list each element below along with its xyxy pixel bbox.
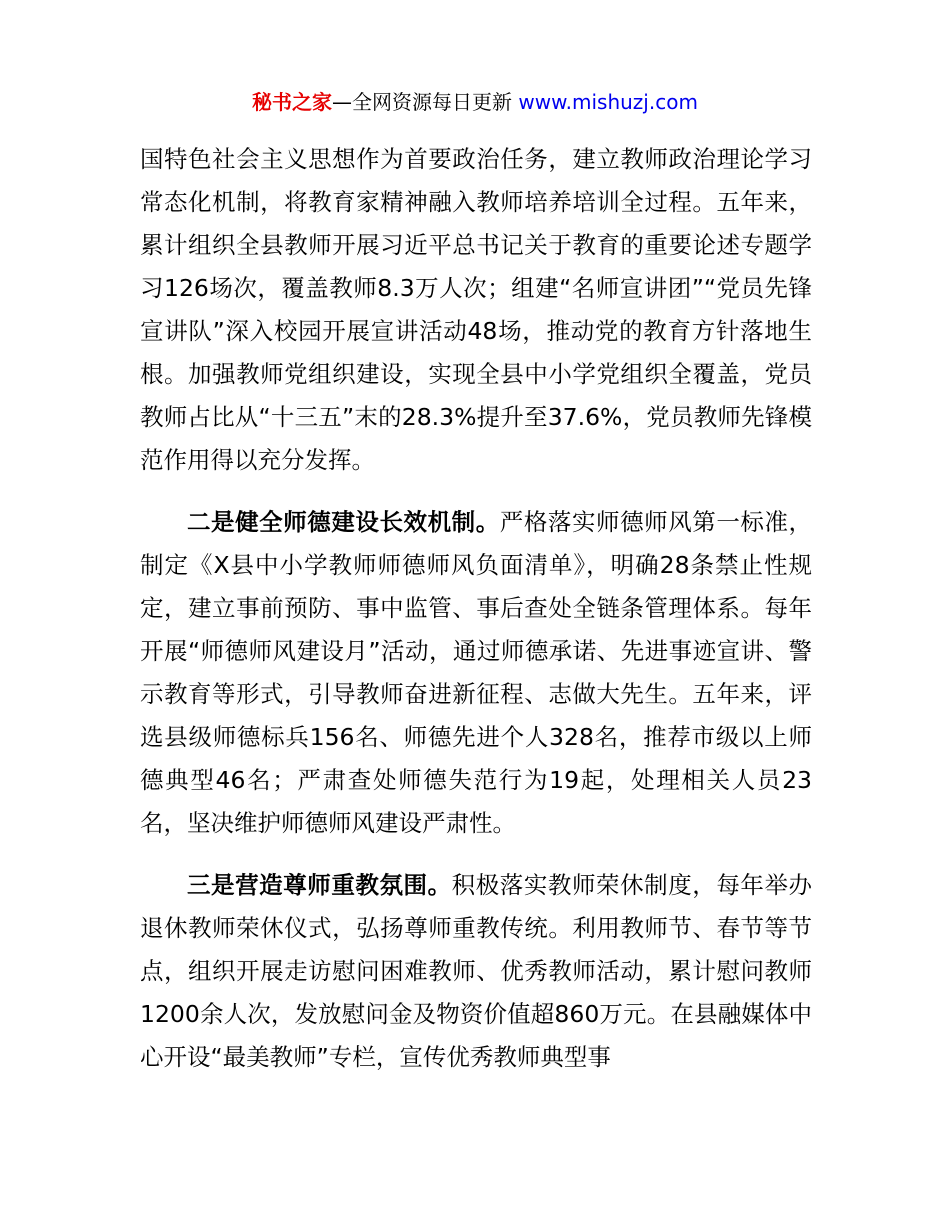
brand-name: 秘书之家: [252, 90, 333, 114]
paragraph-text: 严格落实师德师风第一标准，制定《X县中小学教师师德师风负面清单》，明确28条禁止性规定，建立事前预防、事中监管、事后查处全链条管理体系。每年开展“师德师风建设月”活动，通过师德承诺、先进事迹宣讲、警示教育等形式，引导教师奋进新征程、志做大先生。五年来，评选县级师德标兵156名、师德先进个人328名，推荐市级以上师德典型46名；严肃查处师德失范行为19起，处理相关人员23名，坚决维护师德师风建设严肃性。: [140, 508, 813, 837]
paragraph-continued: [140, 138, 812, 482]
paragraph-text: 国特色社会主义思想作为首要政治任务，建立教师政治理论学习常态化机制，将教育家精神融入教师培养培训全过程。五年来，累计组织全县教师开展习近平总书记关于教育的重要论述专题学习126场次，覆盖教师8.3万人次；组建“名师宣讲团”“党员先锋宣讲队”深入校园开展宣讲活动48场，推动党的教育方针落地生根。加强教师党组织建设，实现全县中小学党组织全覆盖，党员教师占比从“十三五”末的28.3%提升至37.6%，党员教师先锋模范作用得以充分发挥。: [140, 145, 812, 474]
section-heading: 二是健全师德建设长效机制。: [187, 508, 500, 536]
header-tagline: —全网资源每日更新: [332, 90, 513, 114]
paragraph-text: 积极落实教师荣休制度，每年举办退休教师荣休仪式，弘扬尊师重教传统。利用教师节、春节等节点，组织开展走访慰问困难教师、优秀教师活动，累计慰问教师1200余人次，发放慰问金及物资价值超860万元。在县融媒体中心开设“最美教师”专栏，宣传优秀教师典型事: [140, 871, 813, 1071]
site-url-link[interactable]: www.mishuzj.com: [518, 90, 698, 114]
paragraph-section-two: [140, 501, 812, 845]
paragraph-section-three: [140, 864, 812, 1079]
document-body: [140, 138, 812, 1079]
site-header: [0, 88, 950, 116]
section-heading: 三是营造尊师重教氛围。: [187, 871, 452, 899]
